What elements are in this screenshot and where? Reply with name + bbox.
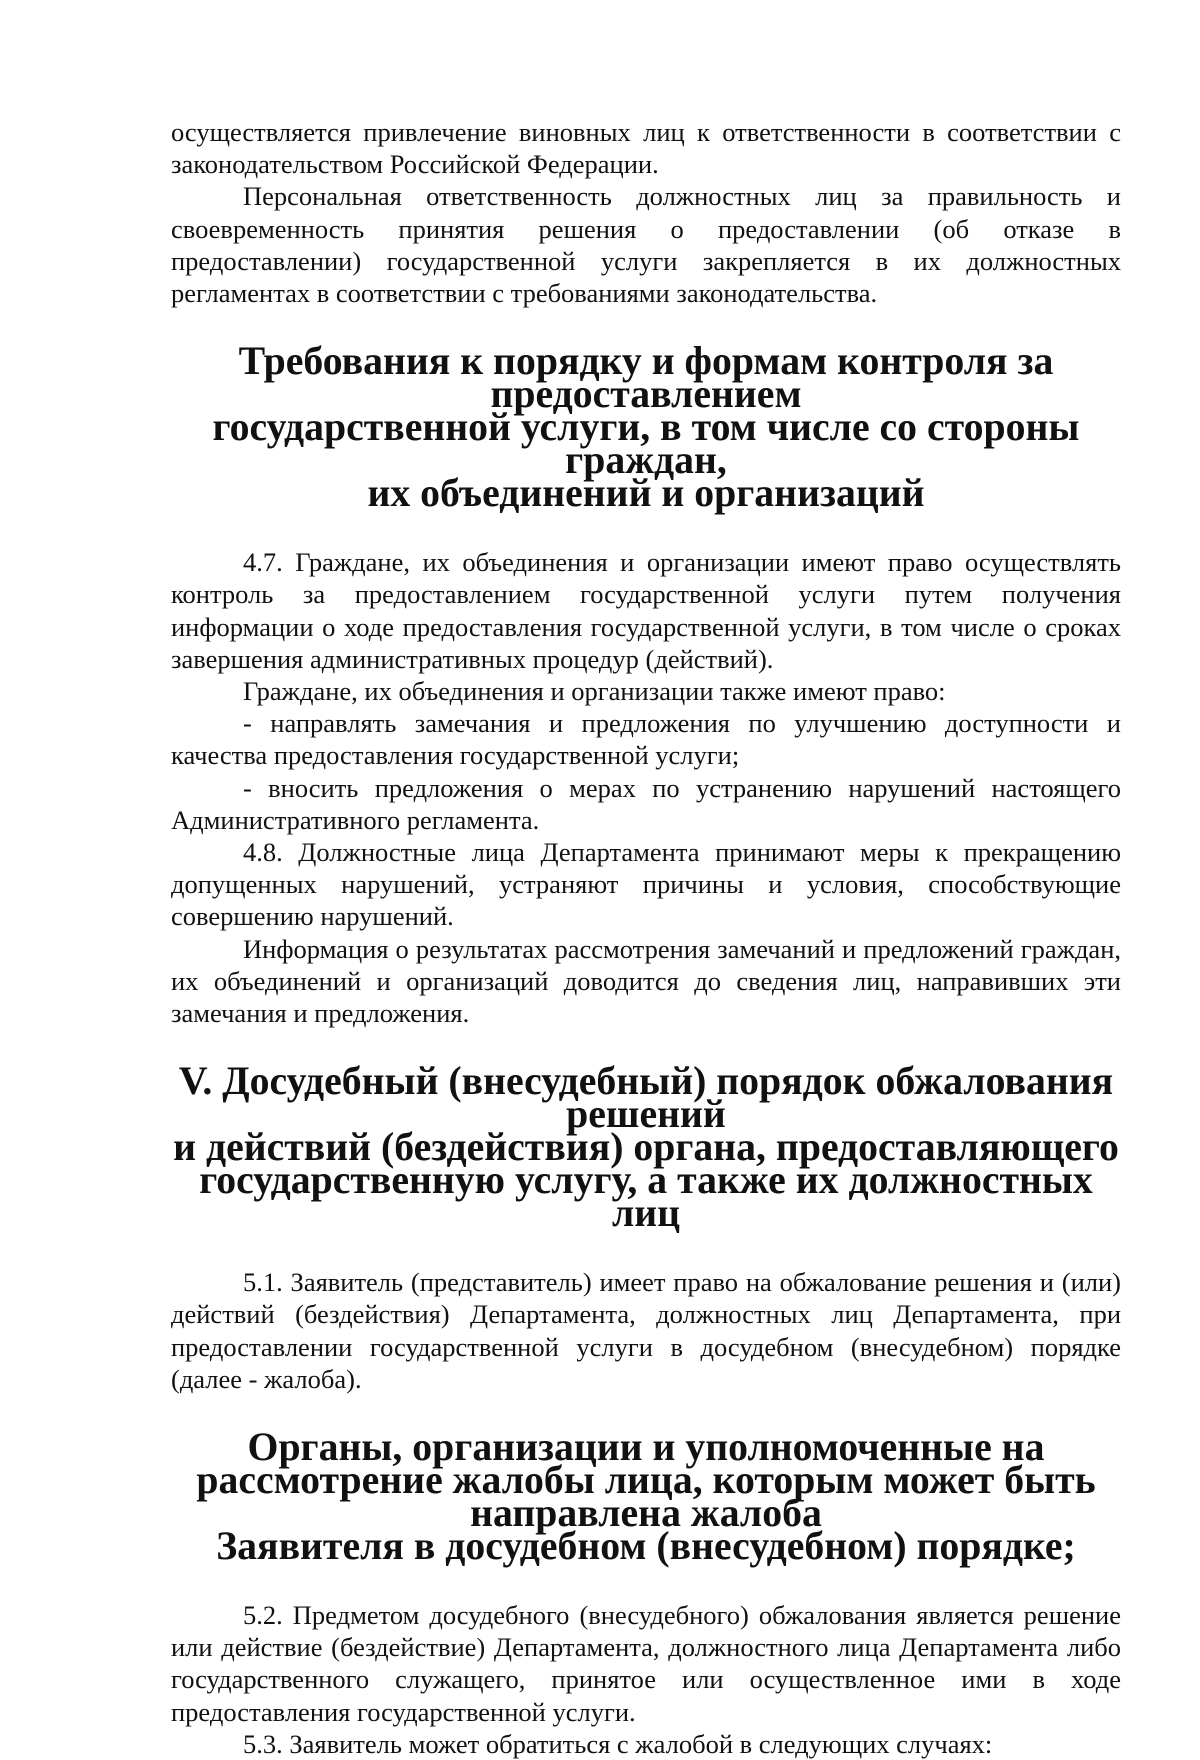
paragraph-5-1: 5.1. Заявитель (представитель) имеет право на обжалование решения и (или) действий (бездействия) Департамента, должностных лиц Департамента, при предоставлении государственной услуги в досудебном (внесудебном) порядке (далее - жалоба). <box>171 1267 1121 1394</box>
heading-line: Заявителя в досудебном (внесудебном) порядке; <box>216 1524 1076 1569</box>
paragraph-information: Информация о результатах рассмотрения замечаний и предложений граждан, их объединений и организаций доводится до сведения лиц, направивших эти замечания и предложения. <box>171 933 1121 1029</box>
spacer <box>171 510 1121 546</box>
paragraph-intro: осуществляется привлечение виновных лиц к ответственности в соответствии с законодательством Российской Федерации. <box>171 117 1121 180</box>
spacer <box>171 1563 1121 1599</box>
heading-control-requirements <box>171 339 1121 516</box>
spacer <box>171 1230 1121 1266</box>
heading-section-5 <box>171 1059 1121 1236</box>
heading-line: их объединений и организаций <box>367 471 925 516</box>
heading-line: Органы, организации и уполномоченные на <box>247 1425 1045 1470</box>
heading-line: V. Досудебный (внесудебный) порядок обжалования решений <box>178 1059 1114 1137</box>
paragraph-4-7: 4.7. Граждане, их объединения и организации имеют право осуществлять контроль за предоставлением государственной услуги путем получения информации о ходе предоставления государственной услуги, в том числе о сроках завершения административных процедур (действий). <box>171 547 1121 674</box>
paragraph-right-2: - вносить предложения о мерах по устранению нарушений настоящего Административного регламента. <box>171 772 1121 835</box>
heading-line: государственной услуги, в том числе со стороны граждан, <box>212 405 1080 483</box>
heading-line: рассмотрение жалобы лица, которым может быть направлена жалоба <box>196 1458 1096 1536</box>
document-page <box>171 116 1121 1760</box>
paragraph-5-2: 5.2. Предметом досудебного (внесудебного) обжалования является решение или действие (бездействие) Департамента, должностного лица Департамента либо государственного служащего, принятое или осуществленное ими в ходе предоставления государственной услуги. <box>171 1600 1121 1727</box>
paragraph-5-3: 5.3. Заявитель может обратиться с жалобой в следующих случаях: <box>243 1728 993 1759</box>
heading-line: государственную услугу, а также их должностных лиц <box>199 1158 1093 1236</box>
paragraph-4-8: 4.8. Должностные лица Департамента принимают меры к прекращению допущенных нарушений, устраняют причины и условия, способствующие совершению нарушений. <box>171 837 1121 932</box>
heading-line: и действий (бездействия) органа, предоставляющего <box>173 1125 1119 1170</box>
paragraph-personal-responsibility: Персональная ответственность должностных лиц за правильность и своевременность принятия решения о предоставлении (об отказе в предоставлении) государственной услуги закрепляется в их должностных регламентах в соответствии с требованиями законодательства. <box>171 181 1121 309</box>
paragraph-right-1: - направлять замечания и предложения по улучшению доступности и качества предоставления государственной услуги; <box>171 708 1121 771</box>
heading-complaint-bodies <box>171 1425 1121 1569</box>
paragraph-rights: Граждане, их объединения и организации также имеют право: <box>243 676 946 707</box>
heading-line: Требования к порядку и формам контроля за предоставлением <box>238 339 1054 417</box>
